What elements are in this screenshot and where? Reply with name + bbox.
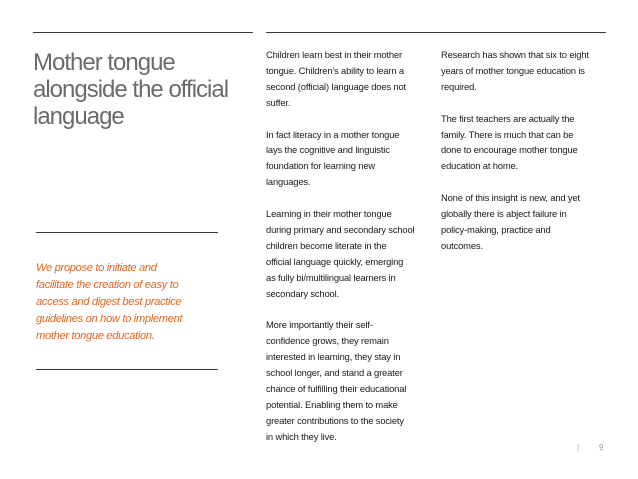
text-line: Children learn best in their mother: [266, 49, 402, 60]
text-line: Research has shown that six to eight: [441, 49, 589, 60]
text-line: The first teachers are actually the: [441, 112, 575, 124]
text-line: foundation for learning new: [266, 160, 376, 172]
callout-line: access and digest best practice: [36, 296, 182, 308]
paragraph: [266, 47, 431, 111]
page-number: 9: [599, 443, 604, 452]
text-line: chance of fulfilling their educational: [266, 382, 407, 394]
text-line: school longer, and stand a greater: [266, 367, 403, 379]
text-line: confidence grows, they remain: [266, 335, 389, 347]
callout-rule-top: [36, 232, 218, 233]
text-line: Learning in their mother tongue: [266, 208, 392, 220]
text-line: languages.: [266, 176, 311, 188]
text-line: More importantly their self-: [266, 319, 373, 331]
top-rule-left: [33, 32, 253, 33]
text-line: during primary and secondary school: [266, 223, 415, 235]
text-line: done to encourage mother tongue: [441, 144, 578, 156]
body-column-1: [266, 47, 431, 461]
title-line: Mother tongue: [33, 49, 175, 76]
text-line: tongue. Children's ability to learn a: [266, 64, 404, 76]
text-line: required.: [441, 80, 477, 92]
text-line: suffer.: [266, 96, 291, 108]
text-line: lays the cognitive and linguistic: [266, 144, 390, 156]
text-line: greater contributions to the society: [266, 414, 404, 426]
text-line: years of mother tongue education is: [441, 64, 585, 76]
text-line: globally there is abject failure in: [441, 208, 567, 220]
callout-quote: [36, 260, 221, 345]
paragraph: [441, 111, 611, 175]
text-line: secondary school.: [266, 287, 340, 299]
top-rule-right: [266, 32, 606, 33]
paragraph: [266, 206, 431, 301]
title-line: alongside the official: [33, 76, 229, 103]
text-line: official language quickly, emerging: [266, 255, 404, 267]
footer-separator: |: [577, 443, 580, 452]
callout-line: facilitate the creation of easy to: [36, 279, 179, 291]
text-line: second (official) language does not: [266, 80, 406, 92]
callout-line: mother tongue education.: [36, 330, 155, 342]
callout-line: We propose to initiate and: [36, 262, 157, 274]
text-line: education at home.: [441, 160, 519, 172]
callout-line: guidelines on how to implement: [36, 313, 183, 325]
text-line: In fact literacy in a mother tongue: [266, 128, 400, 140]
text-line: family. There is much that can be: [441, 128, 574, 140]
page-title: [33, 49, 253, 130]
title-line: language: [33, 103, 124, 130]
text-line: None of this insight is new, and yet: [441, 192, 580, 204]
paragraph: [441, 47, 611, 95]
text-line: policy-making, practice and: [441, 223, 551, 235]
text-line: interested in learning, they stay in: [266, 351, 401, 363]
body-column-2: [441, 47, 611, 270]
text-line: in which they live.: [266, 430, 337, 442]
text-line: outcomes.: [441, 239, 483, 251]
text-line: as fully bi/multilingual learners in: [266, 271, 396, 283]
paragraph: [441, 190, 611, 254]
text-line: children become literate in the: [266, 239, 387, 251]
paragraph: [266, 127, 431, 191]
text-line: potential. Enabling them to make: [266, 398, 398, 410]
paragraph: [266, 317, 431, 444]
callout-rule-bottom: [36, 369, 218, 370]
